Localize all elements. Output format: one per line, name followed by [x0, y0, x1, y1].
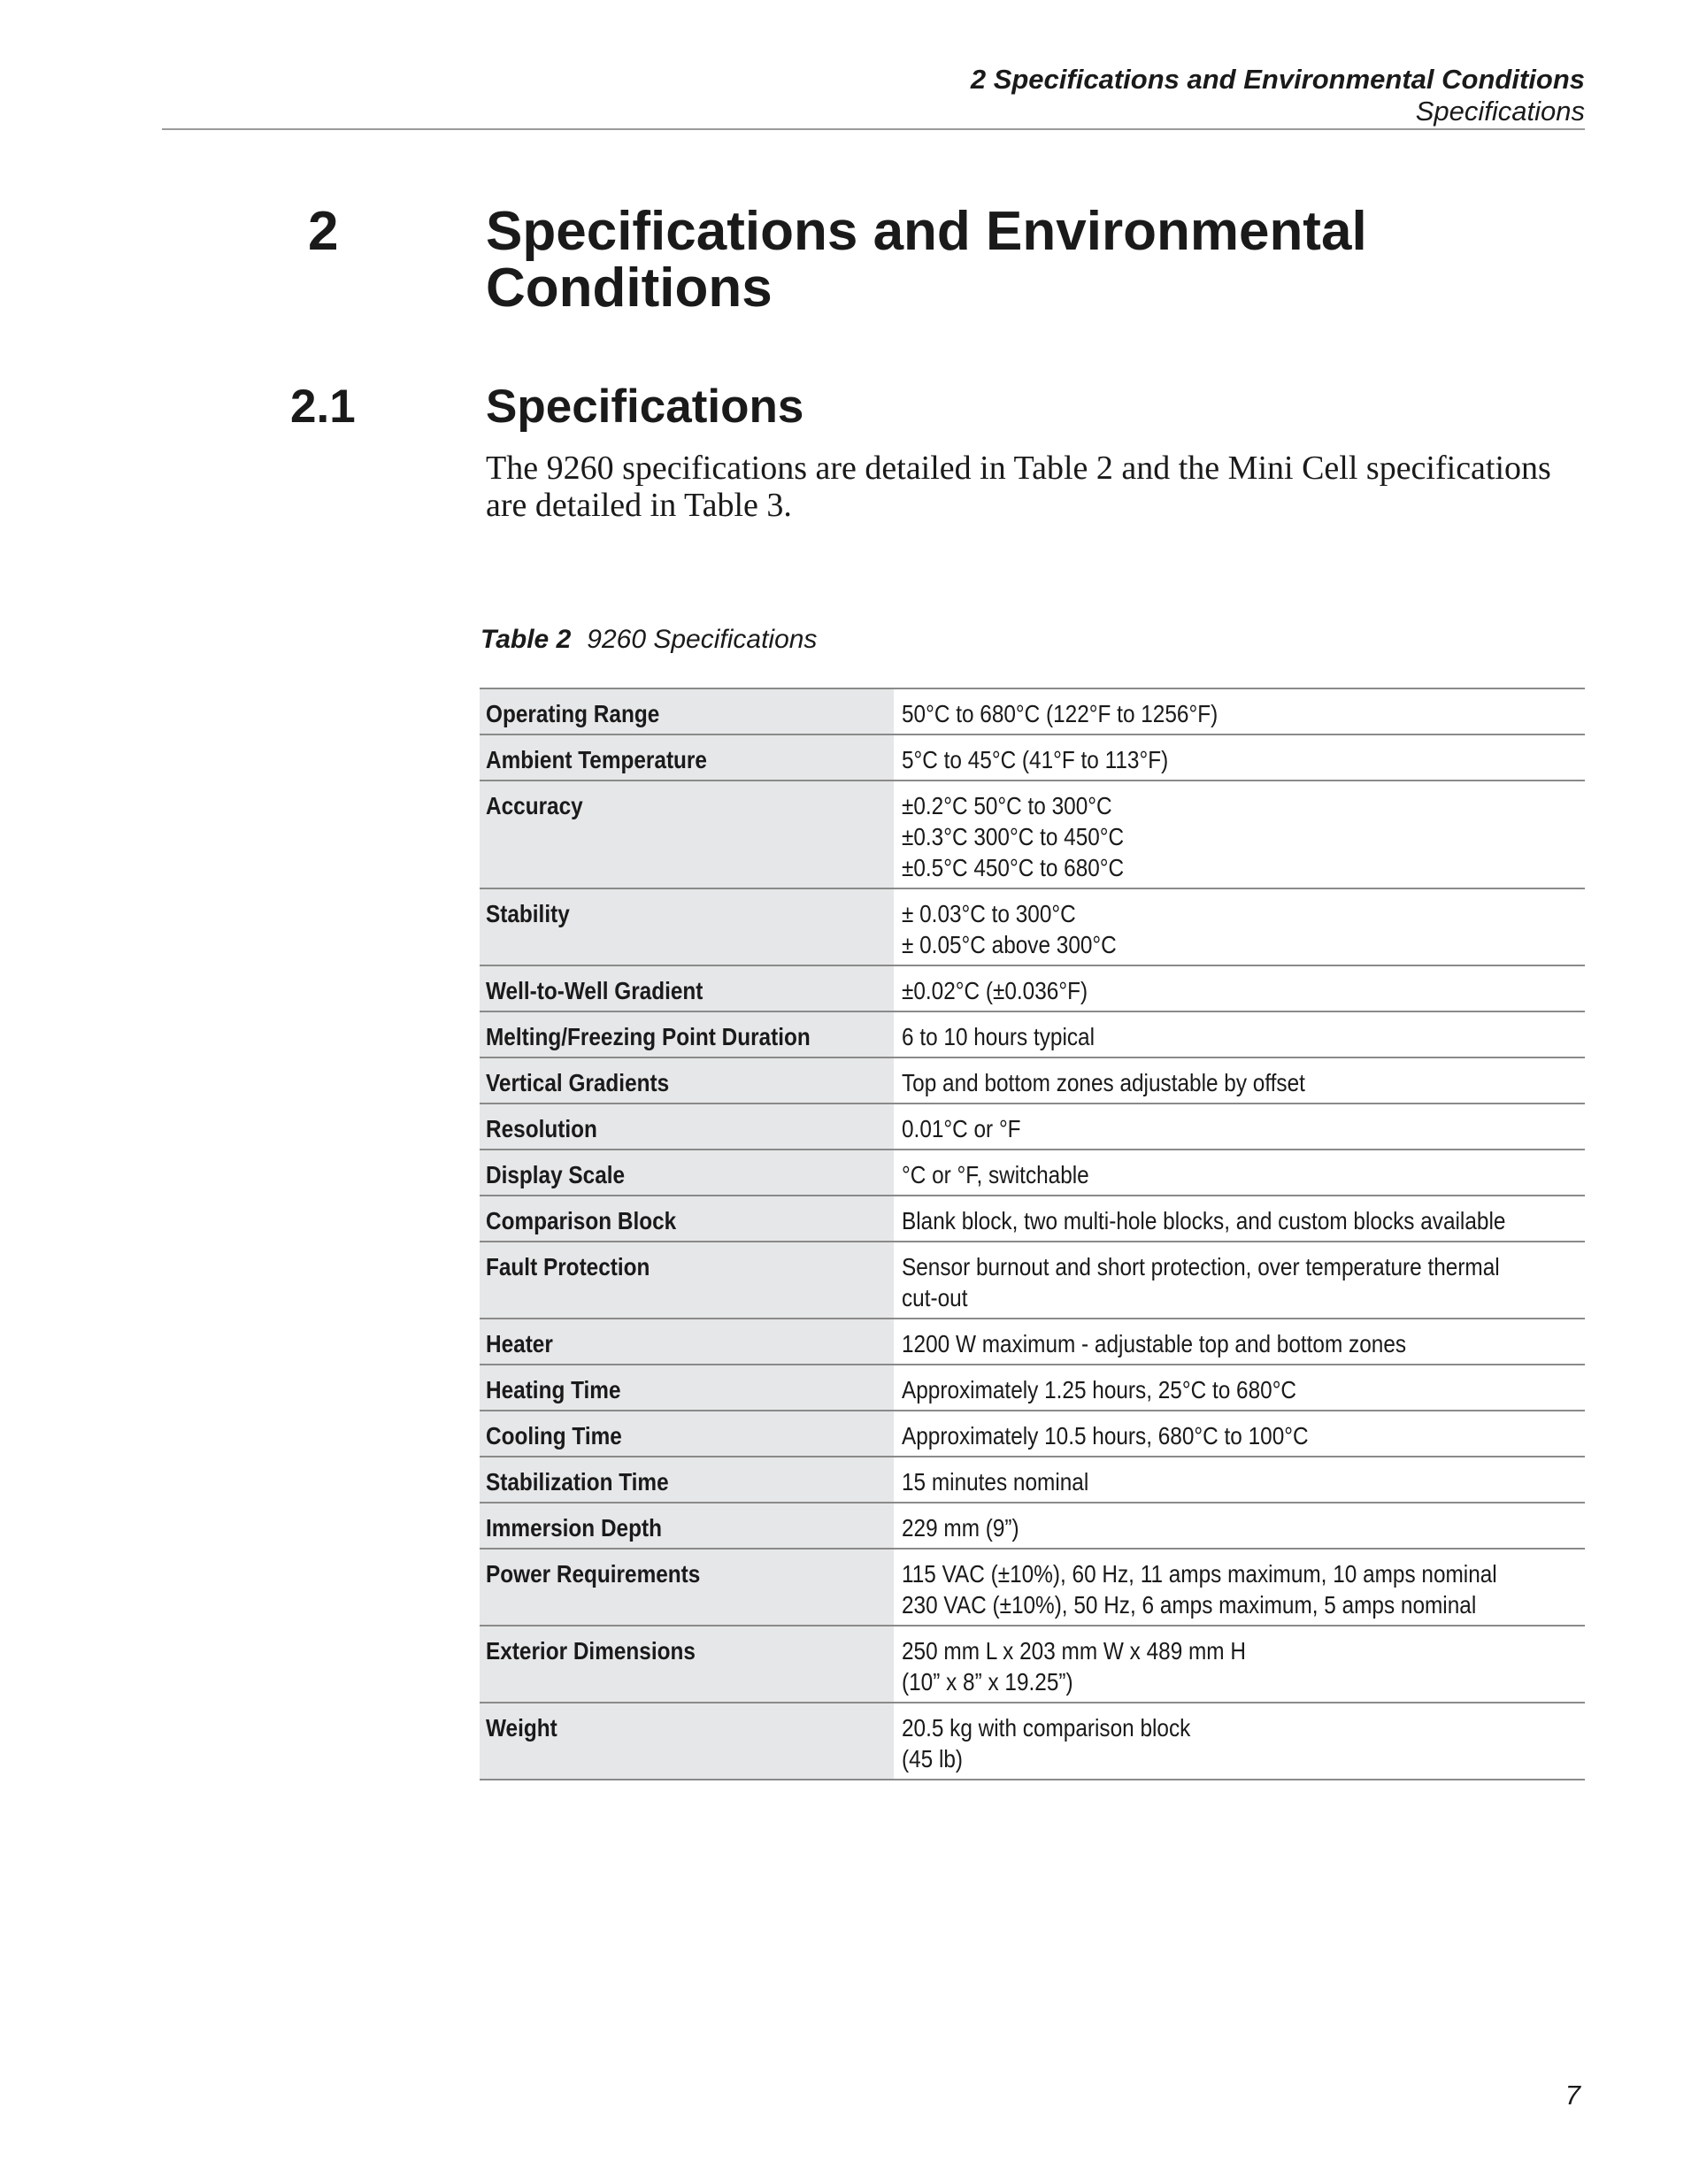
spec-value-text: °C or °F, switchable: [902, 1161, 1089, 1188]
spec-value-line: [902, 1589, 1586, 1620]
spec-value-line: [902, 1420, 1585, 1451]
spec-value-cell: [894, 1503, 1585, 1548]
spec-name: Melting/Freezing Point Duration: [486, 1023, 811, 1050]
table-row: [480, 1058, 1585, 1104]
spec-value-text: 250 mm L x 203 mm W x 489 mm H: [902, 1637, 1246, 1665]
table-row: [480, 1012, 1585, 1058]
table-row: [480, 1550, 1585, 1626]
spec-name: Heater: [486, 1330, 553, 1357]
spec-name-cell: [480, 1626, 894, 1702]
spec-name-cell: [480, 966, 894, 1011]
spec-value-line: [902, 1466, 1585, 1497]
table-row: [480, 1411, 1585, 1457]
table-row: [480, 1365, 1585, 1411]
spec-value-text: cut-out: [902, 1284, 968, 1311]
spec-value-line: [902, 1159, 1585, 1190]
spec-value-text: 0.01°C or °F: [902, 1115, 1021, 1142]
spec-name-cell: [480, 1104, 894, 1149]
table-row: [480, 1626, 1585, 1703]
spec-value-line: [902, 1205, 1595, 1236]
spec-value-text: Blank block, two multi-hole blocks, and custom blocks available: [902, 1207, 1506, 1234]
spec-name: Stabilization Time: [486, 1468, 669, 1496]
spec-name: Fault Protection: [486, 1253, 650, 1280]
table-caption-title: 9260 Specifications: [587, 625, 818, 654]
spec-name: Well-to-Well Gradient: [486, 977, 703, 1004]
spec-name-cell: [480, 1058, 894, 1103]
spec-name: Accuracy: [486, 792, 583, 819]
spec-name: Weight: [486, 1714, 557, 1742]
spec-value-cell: [894, 1365, 1585, 1410]
chapter-title: Specifications and Environmental Conditions: [486, 201, 1367, 319]
table-row: [480, 1150, 1585, 1196]
spec-name: Ambient Temperature: [486, 746, 707, 773]
spec-value-line: [902, 1635, 1585, 1666]
spec-value-cell: [894, 1626, 1585, 1702]
spec-value-line: [902, 898, 1585, 929]
spec-name: Display Scale: [486, 1161, 626, 1188]
spec-name: Cooling Time: [486, 1422, 622, 1450]
spec-value-line: [902, 821, 1585, 852]
spec-value-line: [902, 1712, 1585, 1743]
spec-value-line: [902, 1113, 1585, 1144]
spec-value-line: [902, 1251, 1589, 1282]
spec-value-line: [902, 1743, 1585, 1774]
spec-value-cell: [894, 1012, 1585, 1057]
spec-name-cell: [480, 781, 894, 888]
spec-value-cell: [894, 1411, 1585, 1456]
spec-name-cell: [480, 1150, 894, 1195]
spec-value-line: [902, 929, 1585, 960]
chapter-number: 2: [308, 201, 339, 262]
spec-value-text: Approximately 10.5 hours, 680°C to 100°C: [902, 1422, 1309, 1450]
section-title: Specifications: [486, 381, 804, 433]
spec-value-text: ± 0.03°C to 300°C: [902, 900, 1076, 927]
spec-name-cell: [480, 1411, 894, 1456]
spec-value-text: 229 mm (9”): [902, 1514, 1019, 1542]
spec-value-line: [902, 1282, 1589, 1313]
spec-name: Resolution: [486, 1115, 597, 1142]
spec-name: Power Requirements: [486, 1560, 701, 1588]
header-rule: [162, 128, 1585, 130]
table-row: [480, 1503, 1585, 1550]
spec-value-line: [902, 698, 1585, 729]
spec-value-cell: [894, 1457, 1585, 1502]
spec-name-cell: [480, 689, 894, 734]
spec-name: Heating Time: [486, 1376, 621, 1403]
table-row: [480, 1319, 1585, 1365]
table-caption: [480, 624, 817, 656]
spec-value-cell: [894, 966, 1585, 1011]
spec-value-line: [902, 744, 1585, 775]
spec-value-text: ±0.5°C 450°C to 680°C: [902, 854, 1125, 881]
table-row: [480, 1104, 1585, 1150]
table-row: [480, 1457, 1585, 1503]
spec-name-cell: [480, 1703, 894, 1779]
spec-value-text: ±0.2°C 50°C to 300°C: [902, 792, 1112, 819]
spec-value-text: 5°C to 45°C (41°F to 113°F): [902, 746, 1169, 773]
table-caption-label: Table 2: [480, 625, 572, 654]
spec-value-cell: [894, 689, 1585, 734]
spec-value-line: [902, 1021, 1585, 1052]
spec-value-line: [902, 1374, 1585, 1405]
specifications-table: [480, 688, 1585, 1780]
spec-value-cell: [894, 1104, 1585, 1149]
spec-value-text: 6 to 10 hours typical: [902, 1023, 1096, 1050]
spec-value-line: [902, 852, 1585, 883]
spec-value-line: [902, 1512, 1585, 1543]
running-header-chapter: 2 Specifications and Environmental Conditions: [970, 64, 1585, 95]
spec-name: Exterior Dimensions: [486, 1637, 696, 1665]
running-header: [971, 64, 1585, 127]
spec-value-text: 115 VAC (±10%), 60 Hz, 11 amps maximum, 10 amps nominal: [902, 1560, 1497, 1588]
spec-value-text: Sensor burnout and short protection, over temperature thermal: [902, 1253, 1500, 1280]
spec-value-cell: [894, 1319, 1585, 1364]
table-row: [480, 689, 1585, 735]
spec-value-line: [902, 1067, 1585, 1098]
spec-value-text: 50°C to 680°C (122°F to 1256°F): [902, 700, 1219, 727]
spec-value-text: (10” x 8” x 19.25”): [902, 1668, 1073, 1696]
spec-value-line: [902, 1666, 1585, 1697]
table-row: [480, 781, 1585, 889]
table-row: [480, 1196, 1585, 1242]
spec-value-cell: [894, 1196, 1595, 1241]
spec-value-cell: [894, 889, 1585, 965]
table-row: [480, 735, 1585, 781]
spec-name: Vertical Gradients: [486, 1069, 670, 1096]
table-row: [480, 1242, 1585, 1319]
spec-value-line: [902, 1328, 1585, 1359]
spec-value-text: (45 lb): [902, 1745, 964, 1773]
spec-value-cell: [894, 1058, 1585, 1103]
spec-name: Operating Range: [486, 700, 660, 727]
spec-value-text: 1200 W maximum - adjustable top and bottom zones: [902, 1330, 1407, 1357]
spec-value-cell: [894, 1150, 1585, 1195]
spec-value-cell: [894, 1242, 1589, 1318]
spec-value-line: [902, 790, 1585, 821]
spec-name-cell: [480, 1503, 894, 1548]
spec-value-text: ±0.3°C 300°C to 450°C: [902, 823, 1125, 850]
spec-value-text: Top and bottom zones adjustable by offset: [902, 1069, 1305, 1096]
spec-name: Immersion Depth: [486, 1514, 662, 1542]
spec-name-cell: [480, 1242, 894, 1318]
spec-value-cell: [894, 781, 1585, 888]
spec-value-text: 230 VAC (±10%), 50 Hz, 6 amps maximum, 5 amps nominal: [902, 1591, 1477, 1619]
spec-value-line: [902, 1558, 1586, 1589]
spec-value-cell: [894, 1550, 1586, 1625]
table-row: [480, 889, 1585, 966]
spec-name-cell: [480, 1365, 894, 1410]
spec-name-cell: [480, 1196, 894, 1241]
spec-value-text: ±0.02°C (±0.036°F): [902, 977, 1088, 1004]
running-header-section: Specifications: [1415, 96, 1585, 127]
spec-name-cell: [480, 1012, 894, 1057]
spec-name: Comparison Block: [486, 1207, 677, 1234]
spec-value-text: 20.5 kg with comparison block: [902, 1714, 1191, 1742]
section-intro-paragraph: The 9260 specifications are detailed in Table 2 and the Mini Cell specifications are detailed in Table 3.: [486, 450, 1551, 524]
spec-value-cell: [894, 735, 1585, 780]
page-number: 7: [1564, 2080, 1580, 2111]
spec-value-text: 15 minutes nominal: [902, 1468, 1089, 1496]
spec-value-text: Approximately 1.25 hours, 25°C to 680°C: [902, 1376, 1297, 1403]
table-row: [480, 1703, 1585, 1780]
spec-value-text: ± 0.05°C above 300°C: [902, 931, 1117, 958]
spec-name-cell: [480, 735, 894, 780]
spec-name: Stability: [486, 900, 570, 927]
spec-value-cell: [894, 1703, 1585, 1779]
spec-name-cell: [480, 1319, 894, 1364]
spec-name-cell: [480, 1550, 894, 1625]
spec-name-cell: [480, 1457, 894, 1502]
spec-name-cell: [480, 889, 894, 965]
table-row: [480, 966, 1585, 1012]
spec-value-line: [902, 975, 1585, 1006]
section-number: 2.1: [290, 381, 356, 433]
